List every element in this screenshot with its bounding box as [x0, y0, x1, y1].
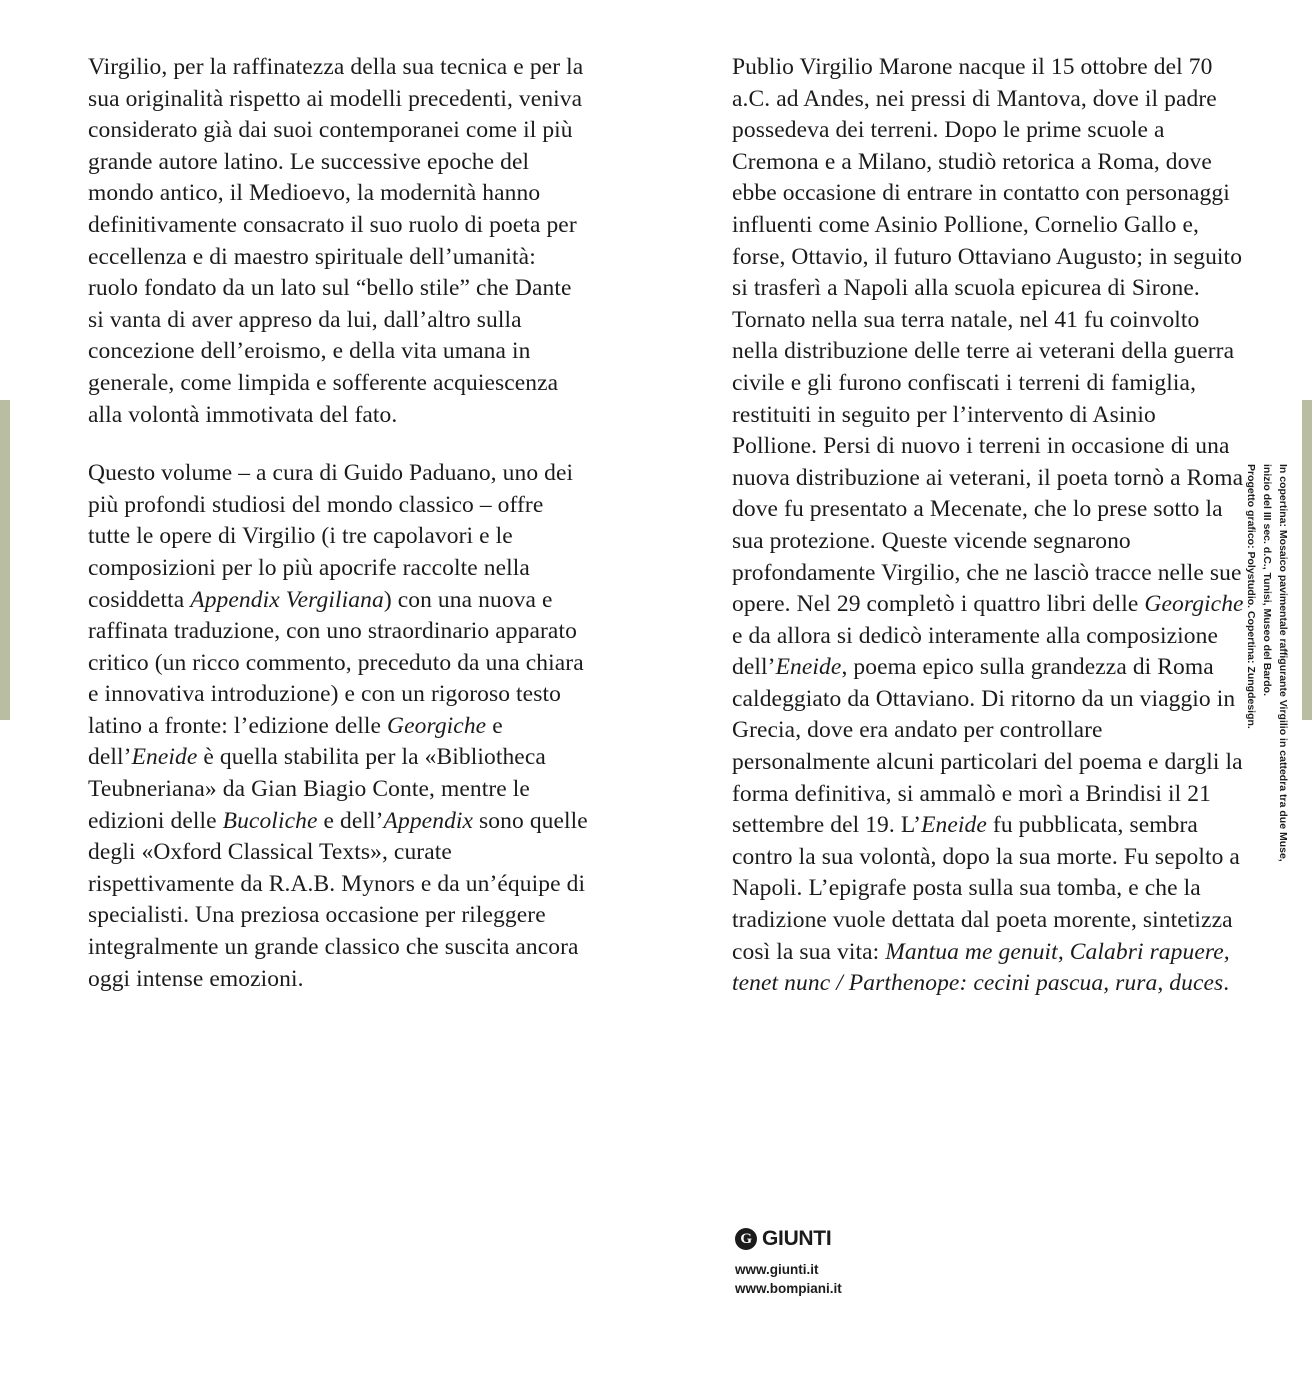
publisher-block	[735, 1227, 842, 1298]
paragraph2-text-1: Questo volume – a cura di Guido Paduano, uno dei più profondi studiosi del mondo classico – offre tutte le opere di Virgilio (i tre capolavori e le composizioni per lo più apocrife raccolte nella cosiddetta	[88, 460, 574, 613]
epitaph-latin: Mantua me genuit, Calabri rapuere, tenet nunc / Parthenope: cecini pascua, rura, duces	[732, 938, 1230, 997]
title-bucoliche: Bucoliche	[222, 807, 318, 834]
paragraph-book-description-2	[88, 458, 588, 995]
right-text-column	[732, 52, 1244, 1000]
credits-line-3: Progetto grafico: Polystudio. Copertina: Zungdesign.	[1245, 464, 1258, 729]
left-text-column	[88, 52, 588, 995]
right-edge-mark	[1302, 400, 1312, 720]
giunti-logo	[735, 1227, 842, 1251]
giunti-logo-mark-icon: G	[735, 1228, 757, 1250]
cover-credits	[1243, 464, 1290, 884]
link-giunti[interactable]: www.giunti.it	[735, 1262, 819, 1277]
title-georgiche: Georgiche	[387, 712, 487, 739]
title-eneide: Eneide	[131, 744, 198, 771]
bio-text-5: .	[1223, 970, 1230, 997]
paragraph2-text-5: e dell’	[317, 807, 384, 834]
title-appendix-vergiliana: Appendix Vergiliana	[190, 586, 384, 613]
paragraph2-text-6: sono quelle degli «Oxford Classical Texts», curate rispettivamente da R.A.B. Mynors e da un’équipe di specialisti. Una preziosa occasione per rileggere integralmente un grande classico che suscita ancora oggi intense emozioni.	[88, 807, 588, 992]
link-bompiani[interactable]: www.bompiani.it	[735, 1281, 842, 1297]
left-edge-mark	[0, 400, 10, 720]
bio-title-georgiche: Georgiche	[1144, 591, 1244, 618]
bio-text-4: fu pubblicata, sembra contro la sua volontà, dopo la sua morte. Fu sepolto a Napoli. L’epigrafe posta sulla sua tomba, e che la tradizione vuole dettata dal poeta morente, sintetizza così la sua vita:	[732, 812, 1240, 965]
bio-text-2: e da allora si dedicò interamente alla composizione dell’	[732, 622, 1219, 681]
title-appendix: Appendix	[383, 807, 474, 834]
paragraph2-text-2: ) con una nuova e raffinata traduzione, con uno straordinario apparato critico (un ricco commento, preceduto da una chiara e innovativa introduzione) e con un rigoroso testo latino a fronte: l’edizione delle	[88, 586, 584, 739]
publisher-links	[735, 1260, 842, 1298]
paragraph-author-biography	[732, 52, 1244, 1000]
credits-line-2: inizio del III sec. d.C., Tunisi, Museo del Bardo.	[1261, 464, 1274, 697]
bio-text-1: Publio Virgilio Marone nacque il 15 ottobre del 70 a.C. ad Andes, nei pressi di Mantova, dove il padre possedeva dei terreni. Dopo le prime scuole a Cremona e a Milano, studiò retorica a Roma, dove ebbe occasione di entrare in contatto con personaggi influenti come Asinio Pollione, Cornelio Gallo e, forse, Ottavio, il futuro Ottaviano Augusto; in seguito si trasferì a Napoli alla scuola epicurea di Sirone. Tornato nella sua terra natale, nel 41 fu coinvolto nella distribuzione delle terre ai veterani della guerra civile e gli furono confiscati i terreni di famiglia, restituiti in seguito per l’intervento di Asinio Pollione. Persi di nuovo i terreni in occasione di una nuova distribuzione ai veterani, il poeta tornò a Roma dove fu presentato a Mecenate, che lo prese sotto la sua protezione. Queste vicende segnarono profondamente Virgilio, che ne lasciò tracce nelle sue opere. Nel 29 completò i quattro libri delle	[732, 54, 1244, 618]
bio-text-3: , poema epico sulla grandezza di Roma caldeggiato da Ottaviano. Di ritorno da un viaggio in Grecia, dove era andato per controllare personalmente alcuni particolari del poema e dargli la forma definitiva, si ammalò e morì a Brindisi il 21 settembre del 19. L’	[732, 654, 1243, 839]
paragraph2-text-3: e dell’	[88, 712, 503, 771]
giunti-logo-text: GIUNTI	[762, 1227, 832, 1250]
bio-title-eneide-2: Eneide	[921, 812, 987, 839]
paragraph2-text-4: è quella stabilita per la «Bibliotheca Teubneriana» da Gian Biagio Conte, mentre le edizioni delle	[88, 744, 546, 834]
bio-title-eneide-1: Eneide	[775, 654, 842, 681]
paragraph-book-description-1: Virgilio, per la raffinatezza della sua tecnica e per la sua originalità rispetto ai modelli precedenti, veniva considerato già dai suoi contemporanei come il più grande autore latino. Le successive epoche del mondo antico, il Medioevo, la modernità hanno definitivamente consacrato il suo ruolo di poeta per eccellenza e di maestro spirituale dell’umanità: ruolo fondato da un lato sul “bello stile” che Dante si vanta di aver appreso da lui, dall’altro sulla concezione dell’eroismo, e della vita umana in generale, come limpida e sofferente acquiescenza alla volontà immotivata del fato.	[88, 54, 584, 428]
credits-line-1: In copertina: Mosaico pavimentale raffigurante Virgilio in cattedra tra due Muse,	[1277, 464, 1289, 862]
